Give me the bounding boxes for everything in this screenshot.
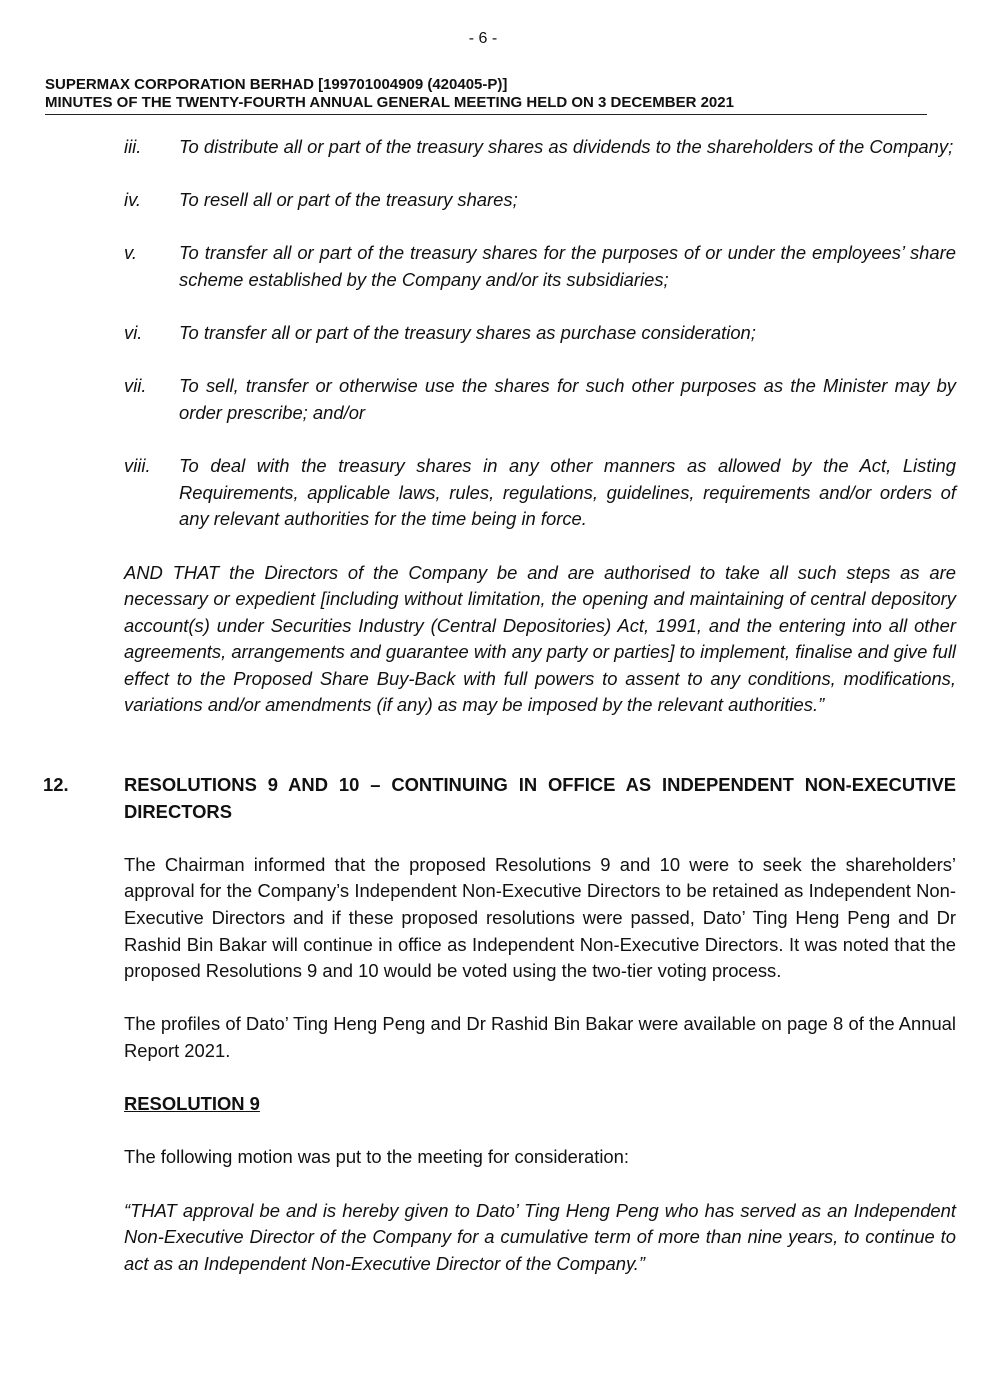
header-company-line: SUPERMAX CORPORATION BERHAD [199701004909 (420405-P)] bbox=[45, 76, 508, 93]
list-item-text: To distribute all or part of the treasury shares as dividends to the shareholders of the Company; bbox=[179, 136, 954, 157]
resolution-heading: RESOLUTION 9 bbox=[124, 1093, 260, 1115]
motion-intro: The following motion was put to the meeting for consideration: bbox=[124, 1146, 629, 1168]
motion-text: “THAT approval be and is hereby given to Dato’ Ting Heng Peng who has served as an Independent Non-Executive Director of the Company for a cumulative term of more than nine years, to continue to act as an Independent Non-Executive Director of the Company.” bbox=[124, 1199, 956, 1274]
and-that-paragraph: AND THAT the Directors of the Company be and are authorised to take all such steps as are necessary or expedient [including without limitation, the opening and maintaining of central depository account(s) under Securities Industry (Central Depositories) Act, 1991, and the entering into all other agreements, arrangements and guarantee with any party or parties] to implement, finalise and give full effect to the Proposed Share Buy-Back with full powers to assent to any conditions, modifications, variations and/or amendments (if any) as may be imposed by the relevant authorities.” bbox=[124, 561, 956, 716]
list-item-number: iv. bbox=[124, 189, 142, 211]
list-item bbox=[124, 373, 956, 426]
list-item-number: vii. bbox=[124, 375, 147, 397]
list-item-text: To resell all or part of the treasury shares; bbox=[179, 189, 518, 211]
list-item-text: To sell, transfer or otherwise use the shares for such other purposes as the Minister may by order prescribe; and/or bbox=[179, 375, 956, 423]
section-number: 12. bbox=[43, 774, 69, 796]
section-heading bbox=[0, 772, 986, 825]
list-item-number: iii. bbox=[124, 136, 142, 157]
document-body bbox=[0, 134, 986, 1304]
list-item bbox=[124, 453, 956, 533]
list-item bbox=[124, 134, 956, 161]
list-item-number: viii. bbox=[124, 455, 151, 477]
list-item bbox=[124, 320, 956, 347]
page-number: - 6 - bbox=[468, 30, 498, 47]
header-minutes-line: MINUTES OF THE TWENTY-FOURTH ANNUAL GENERAL MEETING HELD ON 3 DECEMBER 2021 bbox=[45, 94, 734, 111]
list-item-text: To deal with the treasury shares in any other manners as allowed by the Act, Listing Requirements, applicable laws, rules, regulations, guidelines, requirements and/or orders of any relevant authorities for the time being in force. bbox=[179, 455, 956, 530]
list-item-number: vi. bbox=[124, 322, 143, 344]
list-item-number: v. bbox=[124, 242, 137, 264]
list-item bbox=[124, 240, 956, 293]
list-item-text: To transfer all or part of the treasury shares for the purposes of or under the employees’ share scheme established by the Company and/or its subsidiaries; bbox=[179, 242, 956, 290]
list-item bbox=[124, 187, 956, 214]
document-header bbox=[45, 76, 927, 115]
profiles-paragraph: The profiles of Dato’ Ting Heng Peng and Dr Rashid Bin Bakar were available on page 8 of the Annual Report 2021. bbox=[124, 1013, 956, 1061]
chairman-paragraph: The Chairman informed that the proposed Resolutions 9 and 10 were to seek the shareholders’ approval for the Company’s Independent Non-Executive Directors to be retained as Independent Non-Executive Directors and if these proposed resolutions were passed, Dato’ Ting Heng Peng and Dr Rashid Bin Bakar will continue in office as Independent Non-Executive Directors. It was noted that the proposed Resolutions 9 and 10 would be voted using the two-tier voting process. bbox=[124, 853, 956, 982]
section-title: RESOLUTIONS 9 AND 10 – CONTINUING IN OFFICE AS INDEPENDENT NON-EXECUTIVE DIRECTORS bbox=[124, 774, 956, 822]
list-item-text: To transfer all or part of the treasury shares as purchase consideration; bbox=[179, 322, 756, 344]
